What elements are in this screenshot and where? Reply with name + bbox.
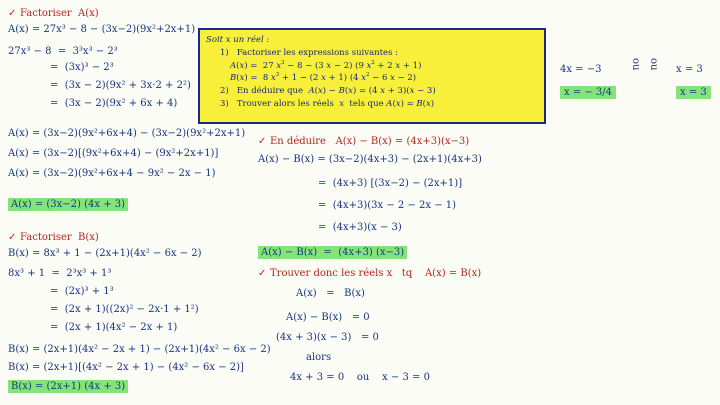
line-a-5: A(x) = (3x−2)(9x²+6x+4) − (3x−2)(9x²+2x+1) (8, 128, 246, 139)
line-solve-0: A(x) = B(x) (296, 288, 365, 299)
line-solve-3: alors (306, 352, 332, 363)
right-answer-1: x = − 3/4 (560, 86, 616, 99)
heading-deduire: En déduire A(x) − B(x) = (4x+3)(x−3) (270, 136, 470, 147)
line-a-4: = (3x − 2)(9x² + 6x + 4) (50, 98, 178, 109)
line-b-5: B(x) = (2x+1)(4x² − 2x + 1) − (2x+1)(4x² − 6x − 2) (8, 344, 271, 355)
line-a-1: 27x³ − 8 = 3³x³ − 2³ (8, 46, 118, 57)
heading-trouver: Trouver donc les réels x tq A(x) = B(x) (270, 268, 482, 279)
check-icon-factoriser-b: ✓ (8, 232, 17, 243)
line-solve-1: A(x) − B(x) = 0 (286, 312, 370, 323)
exercise-item-b: B(x) = 8 $x^3 + 1 - (2$ x + 1) (4 $x^2 - 6$ x − 2) (230, 72, 417, 84)
line-b-2: = (2x)³ + 1³ (50, 286, 114, 297)
right-vertical-ou-1: ou (630, 58, 641, 71)
line-b-1: 8x³ + 1 = 2³x³ + 1³ (8, 268, 112, 279)
line-b-3: = (2x + 1)((2x)² − 2x·1 + 1²) (50, 304, 199, 315)
line-b-6: B(x) = (2x+1)[(4x² − 2x + 1) − (4x² − 6x − 2)] (8, 362, 244, 373)
line-deduce-1: = (4x+3) [(3x−2) − (2x+1)] (318, 178, 463, 189)
line-deduce-3: = (4x+3)(x − 3) (318, 222, 402, 233)
line-solve-2: (4x + 3)(x − 3) = 0 (276, 332, 379, 343)
heading-factoriser-a: Factoriser A(x) (20, 8, 99, 19)
result-b-highlight: B(x) = (2x+1) (4x + 3) (8, 380, 128, 393)
line-solve-4: 4x + 3 = 0 ou x − 3 = 0 (290, 372, 430, 383)
right-line-1: 4x = −3 (560, 64, 602, 75)
line-a-3: = (3x − 2)(9x² + 3x·2 + 2²) (50, 80, 191, 91)
exercise-item-3: 3) Trouver alors les réels x tels que A(x) = B(x) (220, 98, 435, 109)
line-a-2: = (3x)³ − 2³ (50, 62, 114, 73)
heading-factoriser-b: Factoriser B(x) (20, 232, 99, 243)
line-deduce-2: = (4x+3)(3x − 2 − 2x − 1) (318, 200, 457, 211)
line-a-0: A(x) = 27x³ − 8 − (3x−2)(9x²+2x+1) (8, 24, 196, 35)
check-icon-deduire: ✓ (258, 136, 267, 147)
check-icon-factoriser-a: ✓ (8, 8, 17, 19)
exercise-intro: Soit x un réel : (206, 35, 270, 45)
right-answer-2: x = 3 (676, 86, 711, 99)
line-b-0: B(x) = 8x³ + 1 − (2x+1)(4x² − 6x − 2) (8, 248, 202, 259)
right-line-2: x = 3 (676, 64, 703, 75)
check-icon-trouver: ✓ (258, 268, 267, 279)
result-a-highlight: A(x) = (3x−2) (4x + 3) (8, 198, 128, 211)
exercise-item-1: 1) Factoriser les expressions suivantes : (220, 47, 398, 58)
line-deduce-0: A(x) − B(x) = (3x−2)(4x+3) − (2x+1)(4x+3) (258, 154, 482, 165)
line-a-7: A(x) = (3x−2)(9x²+6x+4 − 9x² − 2x − 1) (8, 168, 216, 179)
exercise-item-2: 2) En déduire que A(x) − B(x) = (4 x + 3)(x − 3) (220, 86, 436, 96)
result-deduce-highlight: A(x) − B(x) = (4x+3) (x−3) (258, 246, 407, 259)
right-vertical-ou-2: ou (648, 58, 659, 71)
line-a-6: A(x) = (3x−2)[(9x²+6x+4) − (9x²+2x+1)] (8, 148, 219, 159)
exercise-item-a: A(x) = 27 $x^3 - 8 - (3$ x − 2) (9 $x^2 + 2$ x + 1) (230, 59, 422, 71)
exercise-statement-box (198, 28, 546, 124)
line-b-4: = (2x + 1)(4x² − 2x + 1) (50, 322, 178, 333)
